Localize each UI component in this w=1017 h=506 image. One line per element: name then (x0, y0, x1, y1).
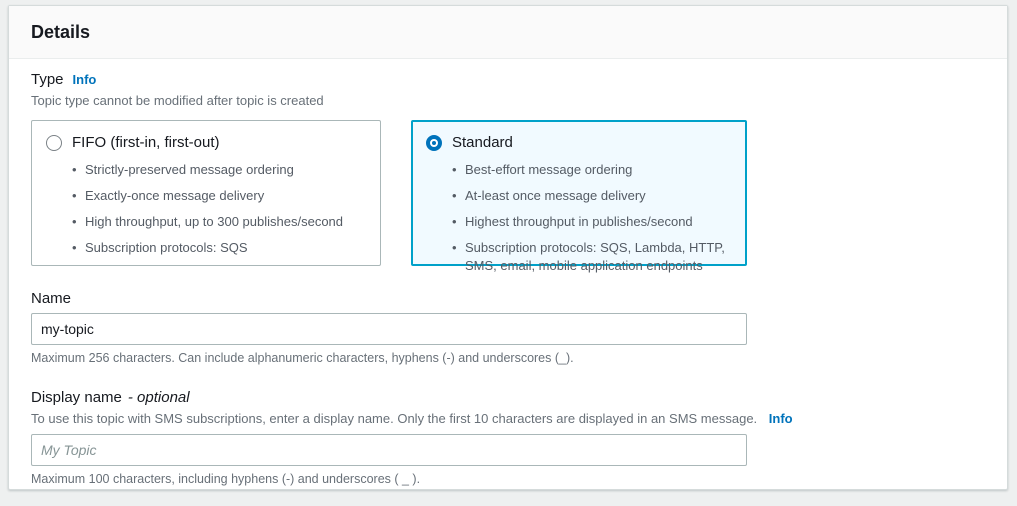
display-name-hint: Maximum 100 characters, including hyphens (-) and underscores ( _ ). (31, 472, 421, 486)
radio-fifo[interactable] (46, 135, 62, 151)
tile-fifo-head (46, 134, 368, 151)
name-hint: Maximum 256 characters. Can include alphanumeric characters, hyphens (-) and underscores (_). (31, 351, 574, 365)
display-name-description-row (31, 410, 985, 428)
tile-standard[interactable] (411, 120, 747, 273)
display-name-optional-suffix: - optional (127, 389, 190, 406)
type-tiles (31, 120, 747, 273)
tile-fifo-bullets (46, 161, 368, 257)
type-info-link[interactable]: Info (72, 72, 97, 87)
tile-bullet: • Highest throughput in publishes/second (452, 213, 734, 231)
name-section (31, 290, 985, 365)
tile-standard-bullets (426, 161, 734, 275)
display-name-label-row (31, 389, 985, 406)
type-section (31, 71, 985, 273)
display-name-description: To use this topic with SMS subscriptions, enter a display name. Only the first 10 characters are displayed in an SMS message. (31, 411, 758, 426)
tile-standard-title: Standard (452, 134, 513, 151)
tile-bullet: • High throughput, up to 300 publishes/second (72, 213, 368, 231)
type-label: Type (31, 71, 64, 88)
type-description: Topic type cannot be modified after topic is created (31, 93, 324, 108)
name-label: Name (31, 290, 72, 307)
display-name-input[interactable] (31, 434, 747, 466)
type-label-row (31, 71, 985, 88)
display-name-section (31, 389, 985, 486)
tile-bullet: • Strictly-preserved message ordering (72, 161, 368, 179)
details-panel (8, 5, 1008, 490)
tile-standard-head (426, 134, 734, 151)
tile-bullet: • Subscription protocols: SQS (72, 239, 368, 257)
panel-title: Details (31, 22, 91, 42)
tile-bullet: • Subscription protocols: SQS, Lambda, HTTP, SMS, email, mobile application endpoints (452, 239, 734, 275)
display-name-info-link[interactable]: Info (768, 411, 793, 426)
panel-header (9, 6, 1007, 59)
tile-fifo[interactable] (31, 120, 381, 266)
tile-bullet: • Exactly-once message delivery (72, 187, 368, 205)
tile-bullet: • At-least once message delivery (452, 187, 734, 205)
radio-standard[interactable] (426, 135, 442, 151)
tile-bullet: • Best-effort message ordering (452, 161, 734, 179)
panel-body (9, 59, 1007, 506)
name-input[interactable] (31, 313, 747, 345)
display-name-label: Display name (31, 389, 122, 406)
tile-fifo-title: FIFO (first-in, first-out) (72, 134, 220, 151)
